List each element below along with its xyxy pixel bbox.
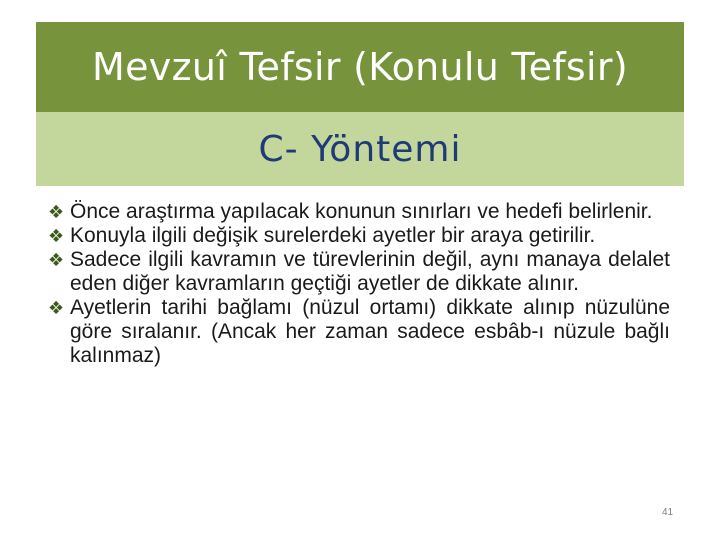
bullet-text: Önce araştırma yapılacak konunun sınırları ve hedefi belirlenir. <box>70 200 653 223</box>
bullet-item <box>48 296 670 368</box>
bullet-item <box>48 248 670 296</box>
slide-subtitle: C- Yöntemi <box>258 128 462 170</box>
diamond-bullet-icon: ❖ <box>48 250 65 270</box>
diamond-bullet-icon: ❖ <box>48 202 65 222</box>
bullet-text: Ayetlerin tarihi bağlamı (nüzul ortamı) dikkate alınıp nüzulüne göre sıralanır. (Ancak her zaman sadece esbâb-ı nüzule bağlı kalınmaz) <box>70 296 670 367</box>
diamond-bullet-icon: ❖ <box>48 226 65 246</box>
slide-title: Mevzuî Tefsir (Konulu Tefsir) <box>92 45 628 89</box>
page-number: 41 <box>662 507 674 518</box>
title-banner <box>36 22 684 112</box>
bullet-list <box>48 200 670 368</box>
bullet-item <box>48 200 670 224</box>
bullet-text: Sadece ilgili kavramın ve türevlerinin değil, aynı manaya delalet eden diğer kavramların geçtiği ayetler de dikkate alınır. <box>70 248 670 295</box>
bullet-text: Konuyla ilgili değişik surelerdeki ayetler bir araya getirilir. <box>70 224 596 247</box>
diamond-bullet-icon: ❖ <box>48 298 65 318</box>
subtitle-banner <box>36 112 684 186</box>
bullet-item <box>48 224 670 248</box>
